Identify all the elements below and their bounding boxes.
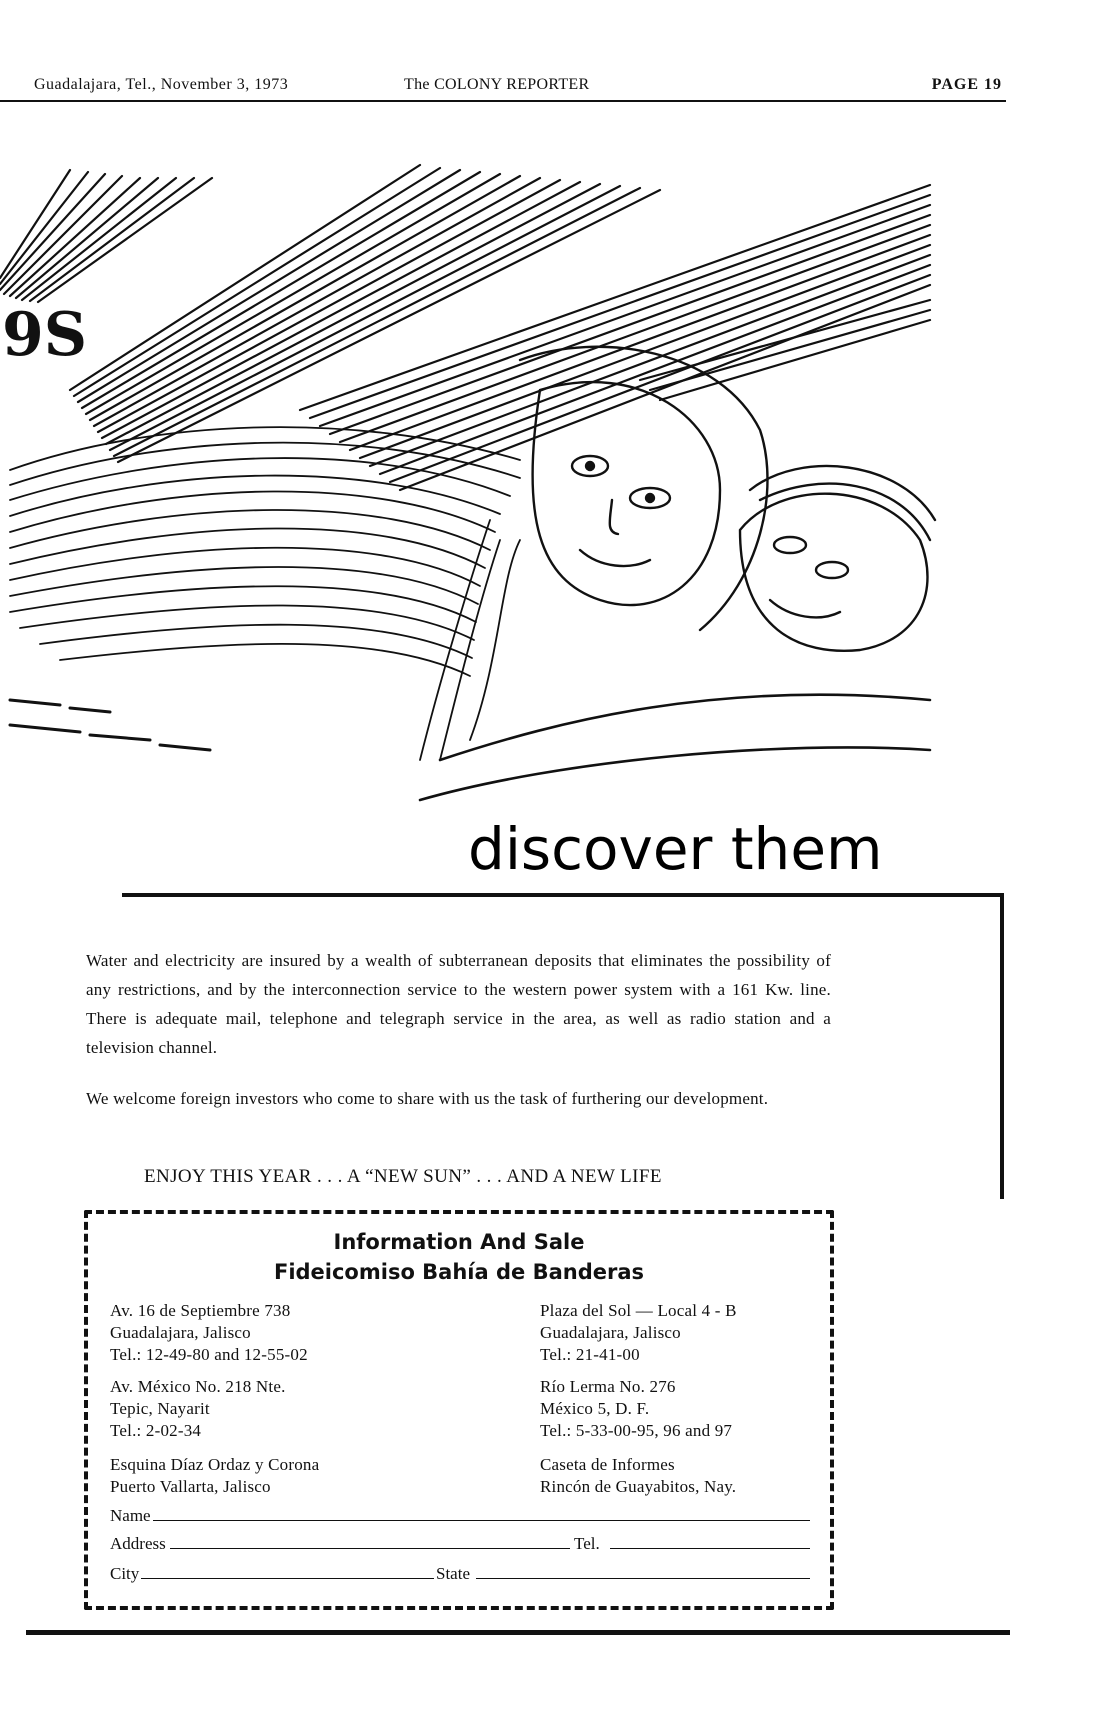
phone-line: Tel.: 5-33-00-95, 96 and 97	[540, 1421, 733, 1440]
office-tepic	[110, 1376, 286, 1442]
phone-line: Tel.: 12-49-80 and 12-55-02	[110, 1345, 308, 1364]
address-field-row	[110, 1534, 810, 1558]
address-line: Puerto Vallarta, Jalisco	[110, 1477, 271, 1496]
tel-field[interactable]	[610, 1548, 810, 1549]
section-rule	[122, 893, 1002, 897]
address-line: Caseta de Informes	[540, 1455, 675, 1474]
sun-rays-right	[300, 185, 930, 490]
tel-label: Tel.	[574, 1534, 600, 1553]
publication-name: The COLONY REPORTER	[404, 76, 590, 93]
name-field[interactable]	[150, 1520, 810, 1521]
state-field[interactable]	[476, 1578, 810, 1579]
bottom-rule	[26, 1630, 1010, 1635]
address-line: Guadalajara, Jalisco	[110, 1323, 251, 1342]
headline-fragment: 9S	[2, 300, 88, 370]
coupon-subtitle: Fideicomiso Bahía de Banderas	[273, 1260, 645, 1284]
city-field[interactable]	[140, 1578, 434, 1579]
office-guadalajara	[110, 1300, 308, 1366]
office-guayabitos	[540, 1454, 736, 1498]
sun-rays-left	[0, 170, 212, 302]
ad-illustration	[0, 160, 940, 820]
address-line: Esquina Díaz Ordaz y Corona	[110, 1455, 320, 1474]
arm-shoulder	[420, 695, 930, 800]
dateline: Guadalajara, Tel., November 3, 1973	[34, 76, 289, 93]
phone-line: Tel.: 2-02-34	[110, 1421, 202, 1440]
address-line: Plaza del Sol — Local 4 - B	[540, 1301, 737, 1320]
paragraph-investors: We welcome foreign investors who come to share with us the task of furthering our development.	[86, 1089, 769, 1108]
woman-face	[520, 347, 768, 630]
coupon-title: Information And Sale	[333, 1230, 585, 1254]
address-line: México 5, D. F.	[540, 1399, 650, 1418]
man-face	[740, 466, 935, 651]
page-number: PAGE 19	[931, 76, 1002, 93]
section-side-rule	[1000, 893, 1004, 1199]
city-label: City	[110, 1564, 140, 1583]
office-plaza-del-sol	[540, 1300, 737, 1366]
address-line: Río Lerma No. 276	[540, 1377, 676, 1396]
address-field[interactable]	[170, 1548, 570, 1549]
address-line: Guadalajara, Jalisco	[540, 1323, 681, 1342]
masthead	[32, 70, 1004, 100]
address-label: Address	[110, 1534, 166, 1553]
name-field-row	[110, 1506, 810, 1530]
shoreline	[10, 700, 210, 750]
state-label: State	[436, 1564, 470, 1583]
tagline: discover them	[468, 815, 883, 883]
office-mexico-city	[540, 1376, 732, 1442]
name-label: Name	[110, 1506, 151, 1525]
address-line: Tepic, Nayarit	[110, 1399, 210, 1418]
city-field-row	[110, 1564, 810, 1588]
slogan: ENJOY THIS YEAR . . . A “NEW SUN” . . . AND A NEW LIFE	[144, 1166, 662, 1187]
address-line: Av. México No. 218 Nte.	[110, 1377, 286, 1396]
information-coupon	[84, 1210, 834, 1610]
paragraph-infrastructure: Water and electricity are insured by a wealth of subterranean deposits that eliminates the possibility of any restrictions, and by the interconnection service to the western power system with a 161 Kw. line. There is adequate mail, telephone and telegraph service in the area, as well as radio station and a television channel.	[86, 951, 831, 1057]
address-line: Rincón de Guayabitos, Nay.	[540, 1477, 737, 1496]
address-line: Av. 16 de Septiembre 738	[110, 1301, 291, 1320]
office-puerto-vallarta	[110, 1454, 319, 1498]
phone-line: Tel.: 21-41-00	[540, 1345, 640, 1364]
masthead-rule	[0, 100, 1006, 102]
